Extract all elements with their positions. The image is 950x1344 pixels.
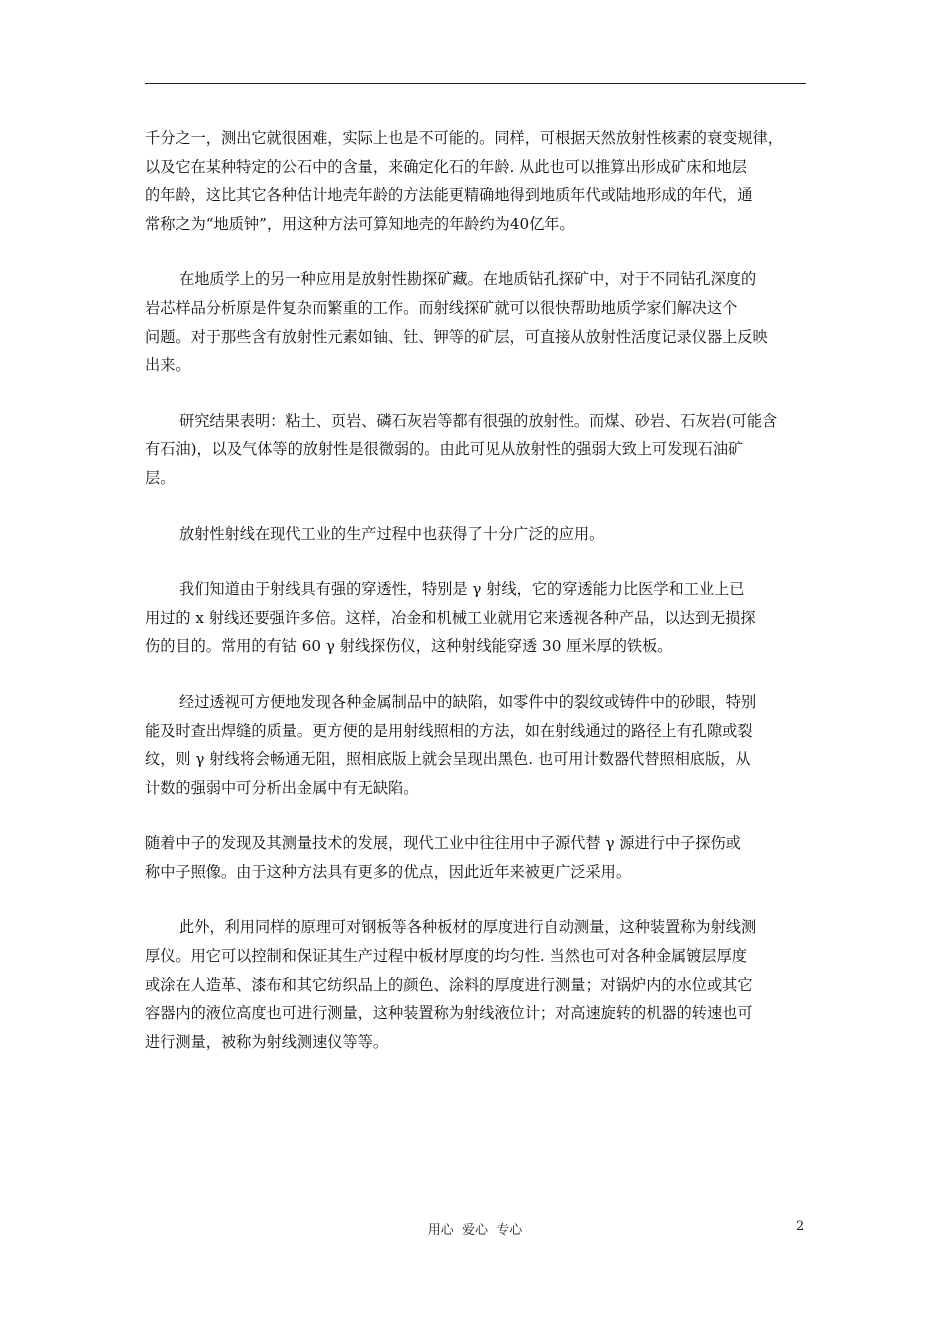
footer-motto: 用心 爱心 专心 <box>427 1223 523 1238</box>
paragraph <box>145 124 815 238</box>
text-line: 计数的强弱中可分析出金属中有无缺陷。 <box>145 778 419 797</box>
text-line: 有石油)，以及气体等的放射性是很微弱的。由此可见从放射性的强弱大致上可发现石油矿 <box>145 440 744 459</box>
text-line: 我们知道由于射线具有强的穿透性，特别是 γ 射线，它的穿透能力比医学和工业上已 <box>179 580 745 599</box>
text-line: 在地质学上的另一种应用是放射性勘探矿藏。在地质钻孔探矿中，对于不同钻孔深度的 <box>179 270 757 289</box>
header-rule <box>145 83 806 84</box>
text-line: 常称之为“地质钟”，用这种方法可算知地壳的年龄约为40亿年。 <box>145 214 575 233</box>
paragraph <box>145 913 815 1056</box>
text-line: 容器内的液位高度也可进行测量，这种装置称为射线液位计；对高速旋转的机器的转速也可 <box>145 1004 753 1023</box>
paragraph <box>145 407 815 493</box>
text-line: 用过的 x 射线还要强许多倍。这样，冶金和机械工业就用它来透视各种产品，以达到无损探 <box>145 608 756 627</box>
paragraph <box>145 688 815 802</box>
text-line: 问题。对于那些含有放射性元素如铀、钍、钾等的矿层，可直接从放射性活度记录仪器上反映 <box>145 327 768 346</box>
text-line: 层。 <box>145 468 176 487</box>
text-line: 放射性射线在现代工业的生产过程中也获得了十分广泛的应用。 <box>179 524 605 543</box>
text-line: 研究结果表明：粘土、页岩、磷石灰岩等都有很强的放射性。而煤、砂岩、石灰岩(可能含 <box>179 411 778 430</box>
text-line: 此外，利用同样的原理可对钢板等各种板材的厚度进行自动测量，这种装置称为射线测 <box>179 918 757 937</box>
paragraph <box>145 575 815 661</box>
text-line: 经过透视可方便地发现各种金属制品中的缺陷，如零件中的裂纹或铸件中的砂眼，特别 <box>179 692 757 711</box>
text-line: 随着中子的发现及其测量技术的发展，现代工业中往往用中子源代替 γ 源进行中子探伤或 <box>145 834 741 853</box>
text-line: 称中子照像。由于这种方法具有更多的优点，因此近年来被更广泛采用。 <box>145 862 631 881</box>
paragraph <box>145 520 815 549</box>
text-line: 进行测量，被称为射线测速仪等等。 <box>145 1032 388 1051</box>
text-line: 岩芯样品分析原是件复杂而繁重的工作。而射线探矿就可以很快帮助地质学家们解决这个 <box>145 298 738 317</box>
paragraph <box>145 265 815 379</box>
paragraph <box>145 829 815 886</box>
text-line: 的年龄，这比其它各种估计地壳年龄的方法能更精确地得到地质年代或陆地形成的年代，通 <box>145 186 753 205</box>
text-line: 纹，则 γ 射线将会畅通无阻，照相底版上就会呈现出黑色. 也可用计数器代替照相底版，从 <box>145 750 751 769</box>
text-line: 伤的目的。常用的有钴 60 γ 射线探伤仪，这种射线能穿透 30 厘米厚的铁板。 <box>145 637 673 656</box>
text-line: 千分之一，测出它就很困难，实际上也是不可能的。同样，可根据天然放射性核素的衰变规律， <box>145 129 783 147</box>
text-line: 以及它在某种特定的公石中的含量，来确定化石的年龄. 从此也可以推算出形成矿床和地层 <box>145 157 747 176</box>
text-line: 或涂在人造革、漆布和其它纺织品上的颜色、涂料的厚度进行测量；对锅炉内的水位或其它 <box>145 975 753 994</box>
text-line: 出来。 <box>145 356 191 375</box>
text-line: 能及时查出焊缝的质量。更方便的是用射线照相的方法，如在射线通过的路径上有孔隙或裂 <box>145 721 753 740</box>
text-line: 厚仪。用它可以控制和保证其生产过程中板材厚度的均匀性. 当然也可对各种金属镀层厚度 <box>145 947 747 966</box>
page-number: 2 <box>796 1219 805 1234</box>
document-body <box>145 124 815 1083</box>
